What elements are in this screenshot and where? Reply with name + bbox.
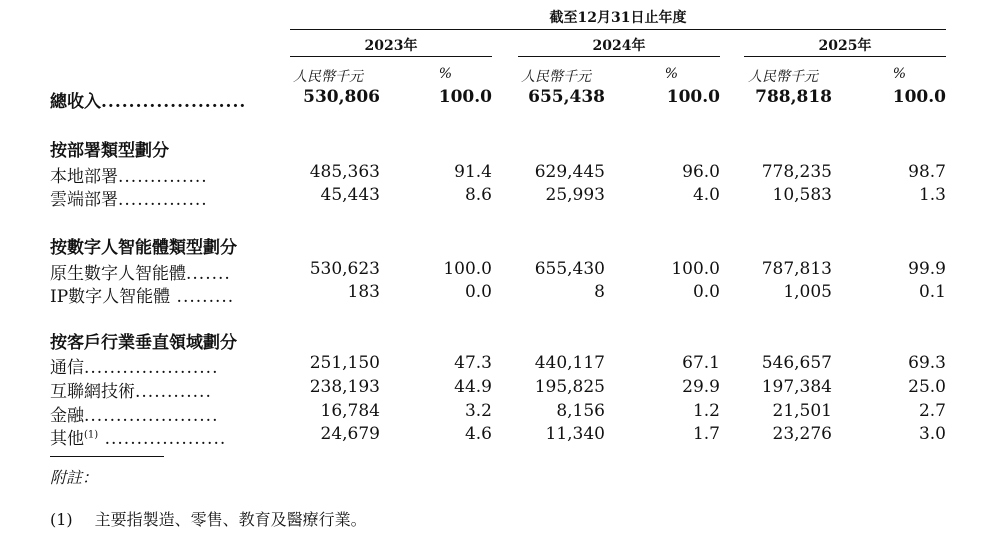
period-header: 截至12月31日止年度: [549, 10, 687, 26]
year-2023-rule: [290, 56, 492, 57]
cell: 546,657: [761, 353, 832, 373]
footnote-ref: (1): [84, 429, 99, 441]
cell: 23,276: [772, 424, 832, 444]
cell: 10,583: [772, 185, 832, 205]
cell: 100.0: [443, 259, 492, 279]
note-text: 主要指製造、零售、教育及醫療行業。: [94, 510, 367, 529]
cell: 1.7: [692, 424, 720, 444]
cell: 16,784: [320, 401, 380, 421]
cell: 655,430: [534, 259, 605, 279]
cell: 8.6: [464, 185, 492, 205]
cell: 0.0: [692, 282, 720, 302]
pct-2023: %: [438, 66, 452, 82]
cell: 197,384: [761, 377, 832, 397]
unit-2023: 人民幣千元: [293, 69, 363, 85]
pct-2025: %: [892, 66, 906, 82]
row-label-telecom: 通信.....................: [50, 358, 219, 378]
cell: 0.0: [464, 282, 492, 302]
cell: 778,235: [761, 162, 832, 182]
section-title-deployment: 按部署類型劃分: [50, 141, 169, 161]
cell: 100.0: [671, 259, 720, 279]
cell: 530,623: [309, 259, 380, 279]
cell: 3.2: [464, 401, 492, 421]
unit-2024: 人民幣千元: [521, 69, 591, 85]
cell: 1,005: [783, 282, 832, 302]
cell: 69.3: [908, 353, 946, 373]
cell: 8,156: [556, 401, 605, 421]
cell: 47.3: [454, 353, 492, 373]
row-label-ip-agent: IP數字人智能體 .........: [50, 287, 235, 307]
cell: 4.6: [464, 424, 492, 444]
cell: 4.0: [692, 185, 720, 205]
year-2024-rule: [518, 56, 720, 57]
total-2023-amount: 530,806: [303, 87, 380, 107]
section-title-industry: 按客戶行業垂直領域劃分: [50, 333, 237, 353]
cell: 0.1: [918, 282, 946, 302]
row-label-internet-tech: 互聯網技術............: [50, 382, 212, 402]
total-2025-pct: 100.0: [892, 87, 946, 107]
total-revenue-label: 總收入.....................: [50, 92, 247, 112]
cell: 440,117: [534, 353, 605, 373]
cell: 44.9: [454, 377, 492, 397]
total-2024-amount: 655,438: [528, 87, 605, 107]
section-title-agent-type: 按數字人智能體類型劃分: [50, 238, 237, 258]
note-item-1: [50, 507, 367, 530]
row-label-other: 其他$^{(1)}$ ...................: [50, 429, 227, 449]
cell: 8: [594, 282, 605, 302]
cell: 787,813: [761, 259, 832, 279]
cell: 251,150: [309, 353, 380, 373]
period-rule: [290, 29, 946, 30]
cell: 1.2: [692, 401, 720, 421]
year-2023-header: 2023年: [364, 38, 418, 54]
row-label-on-premise: 本地部署..............: [50, 167, 208, 187]
notes-heading: 附註：: [50, 468, 99, 487]
cell: 629,445: [534, 162, 605, 182]
cell: 45,443: [320, 185, 380, 205]
unit-2025: 人民幣千元: [748, 69, 818, 85]
year-2025-rule: [744, 56, 946, 57]
cell: 98.7: [908, 162, 946, 182]
row-label-finance: 金融.....................: [50, 406, 219, 426]
cell: 91.4: [454, 162, 492, 182]
cell: 29.9: [682, 377, 720, 397]
total-2025-amount: 788,818: [755, 87, 832, 107]
row-label-cloud: 雲端部署..............: [50, 190, 208, 210]
cell: 24,679: [320, 424, 380, 444]
cell: 25.0: [908, 377, 946, 397]
note-marker: (1): [50, 510, 73, 529]
notes-rule: [50, 456, 164, 457]
row-label-native-agent: 原生數字人智能體.......: [50, 264, 231, 284]
year-2025-header: 2025年: [818, 38, 872, 54]
total-2024-pct: 100.0: [666, 87, 720, 107]
cell: 96.0: [682, 162, 720, 182]
year-2024-header: 2024年: [592, 38, 646, 54]
cell: 183: [347, 282, 380, 302]
pct-2024: %: [664, 66, 678, 82]
cell: 21,501: [772, 401, 832, 421]
cell: 11,340: [545, 424, 605, 444]
cell: 238,193: [309, 377, 380, 397]
cell: 2.7: [918, 401, 946, 421]
cell: 3.0: [918, 424, 946, 444]
cell: 25,993: [545, 185, 605, 205]
total-2023-pct: 100.0: [438, 87, 492, 107]
cell: 485,363: [309, 162, 380, 182]
cell: 195,825: [534, 377, 605, 397]
cell: 67.1: [682, 353, 720, 373]
cell: 1.3: [918, 185, 946, 205]
cell: 99.9: [908, 259, 946, 279]
